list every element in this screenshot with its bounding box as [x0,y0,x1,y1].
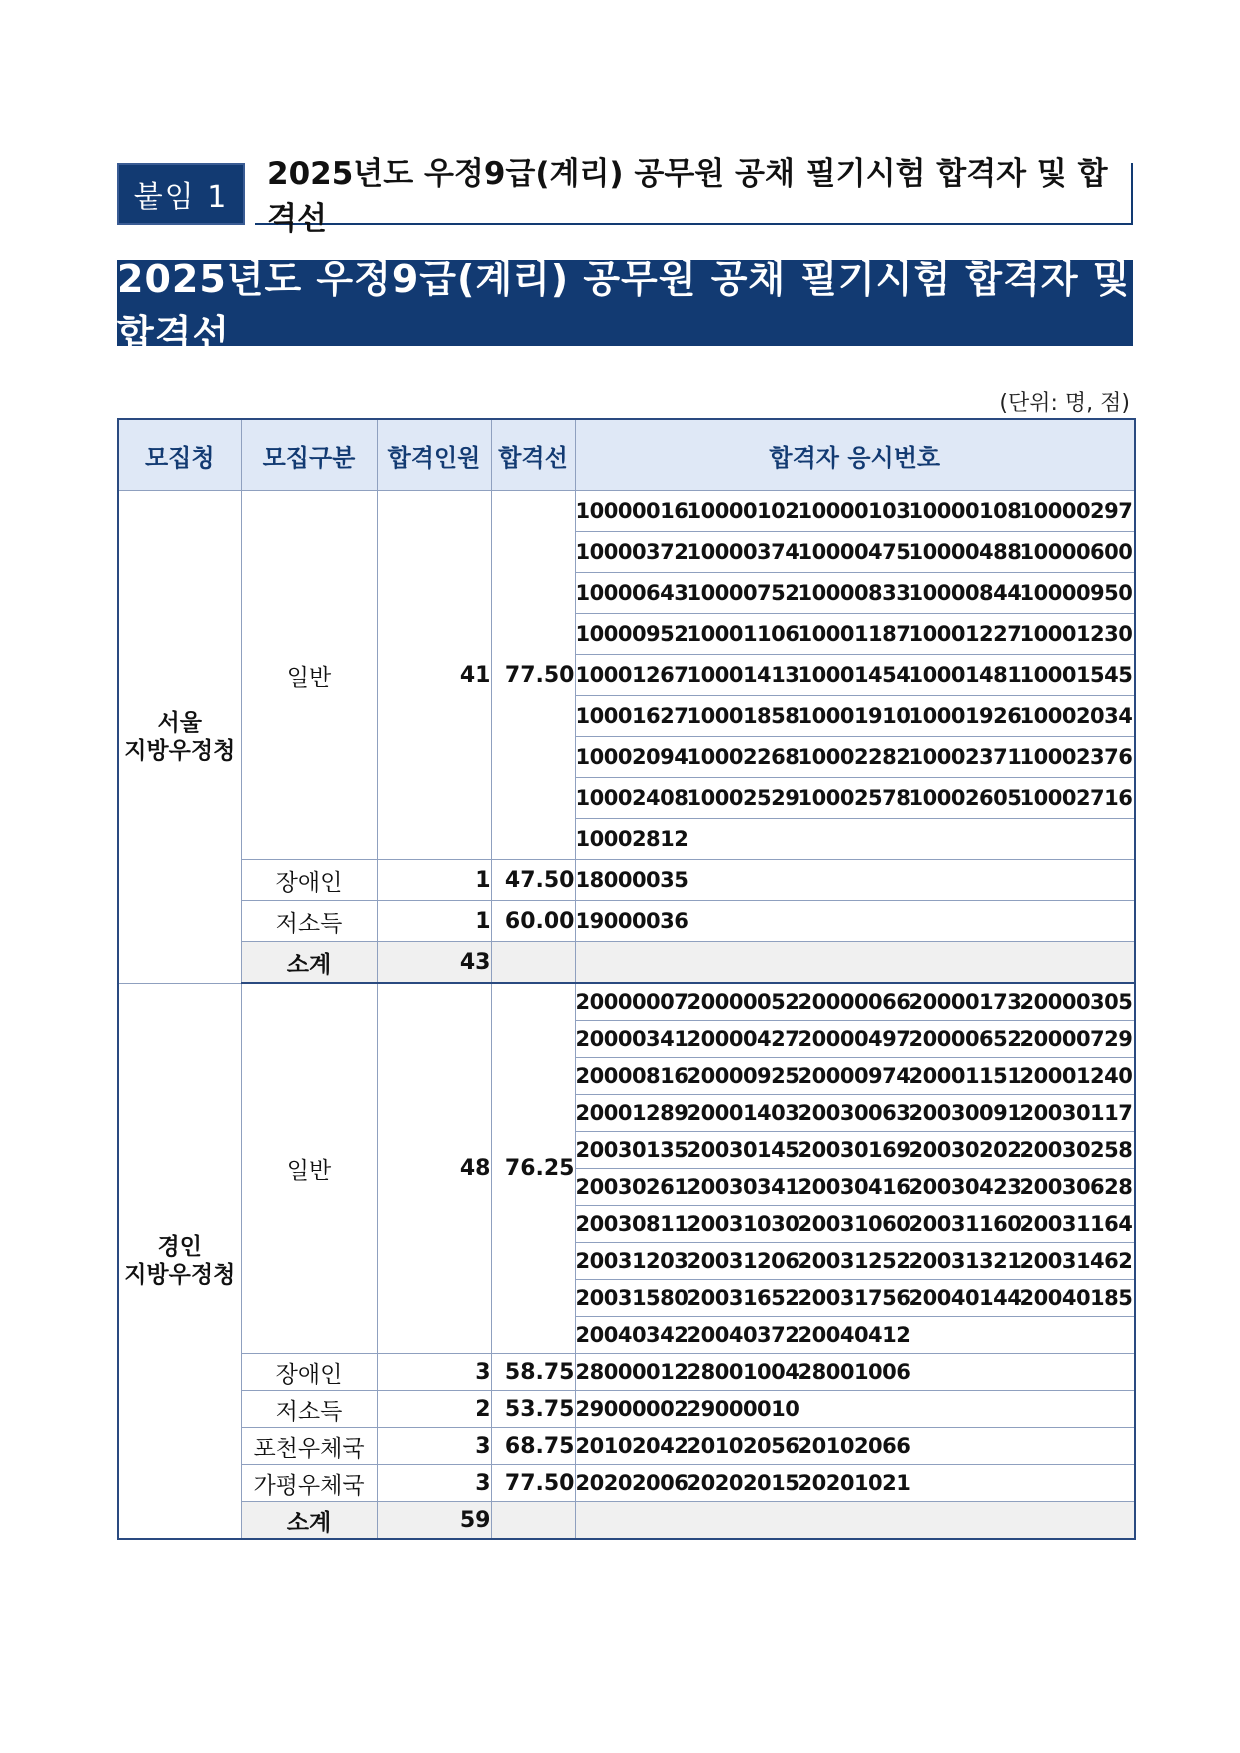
id-value: 10000108 [908,499,1022,523]
header-ids: 합격자 응시번호 [575,419,1135,491]
cutoff-cell: 60.00 [491,901,575,942]
office-cell-seoul [118,491,241,984]
id-value: 20102066 [797,1434,911,1458]
id-value: 10000374 [686,540,800,564]
id-value: 10002812 [575,827,689,851]
count-cell: 1 [377,860,491,901]
id-value: 20001240 [1019,1064,1133,1088]
id-value: 20030063 [797,1101,911,1125]
id-value: 10001858 [686,704,800,728]
id-value: 10001481 [908,663,1022,687]
id-value: 20202015 [686,1471,800,1495]
id-value: 10001230 [1019,622,1133,646]
category-cell: 저소득 [241,1391,377,1428]
id-value: 20202006 [575,1471,689,1495]
cutoff-cell: 68.75 [491,1428,575,1465]
category-cell: 가평우체국 [241,1465,377,1502]
empty-cell [491,942,575,984]
table-row [118,983,1135,1021]
id-value: 10002716 [1019,786,1133,810]
cutoff-cell: 53.75 [491,1391,575,1428]
id-value: 10002376 [1019,745,1133,769]
ids-cell [575,1428,1135,1465]
id-value: 10002529 [686,786,800,810]
category-cell: 포천우체국 [241,1428,377,1465]
ids-cell [575,1354,1135,1391]
ids-cell [575,860,1135,901]
id-value: 20030811 [575,1212,689,1236]
id-value: 10000752 [686,581,800,605]
subtotal-row [118,1502,1135,1540]
count-cell: 3 [377,1354,491,1391]
id-value: 10000600 [1019,540,1133,564]
id-value: 10000016 [575,499,689,523]
id-value: 20040372 [686,1323,800,1347]
id-value: 20030169 [797,1138,911,1162]
id-value: 10000475 [797,540,911,564]
id-value: 20031206 [686,1249,800,1273]
table-row [118,1465,1135,1502]
id-value: 20000652 [908,1027,1022,1051]
id-value: 10002371 [908,745,1022,769]
id-value: 20030261 [575,1175,689,1199]
id-value: 20102056 [686,1434,800,1458]
id-value: 20000925 [686,1064,800,1088]
id-value: 20000816 [575,1064,689,1088]
attachment-header [117,156,1133,237]
cutoff-cell: 77.50 [491,1465,575,1502]
id-value: 20000173 [908,990,1022,1014]
attachment-title: 2025년도 우정9급(계리) 공무원 공채 필기시험 합격자 및 합격선 [255,163,1133,225]
id-value: 20030341 [686,1175,800,1199]
office-name-line: 지방우정청 [124,1261,236,1288]
id-value: 20030202 [908,1138,1022,1162]
id-value: 20031652 [686,1286,800,1310]
id-value: 20000341 [575,1027,689,1051]
id-value: 20040412 [797,1323,911,1347]
header-category: 모집구분 [241,419,377,491]
ids-cell [575,696,1135,737]
id-value: 10000833 [797,581,911,605]
ids-cell [575,1243,1135,1280]
id-value: 20030628 [1019,1175,1133,1199]
category-cell: 장애인 [241,1354,377,1391]
id-value: 20031321 [908,1249,1022,1273]
id-value: 28001006 [797,1360,911,1384]
id-value: 20040185 [1019,1286,1133,1310]
id-value: 20000052 [686,990,800,1014]
ids-cell [575,901,1135,942]
ids-cell [575,1021,1135,1058]
results-table [117,418,1136,1540]
count-cell: 1 [377,901,491,942]
category-cell: 저소득 [241,901,377,942]
document-title-banner: 2025년도 우정9급(계리) 공무원 공채 필기시험 합격자 및 합격선 [117,260,1133,346]
ids-cell [575,819,1135,860]
table-header-row [118,419,1135,491]
id-value: 20000427 [686,1027,800,1051]
table-row [118,860,1135,901]
id-value: 10000372 [575,540,689,564]
id-value: 20040144 [908,1286,1022,1310]
count-cell: 2 [377,1391,491,1428]
id-value: 20040342 [575,1323,689,1347]
count-cell: 48 [377,983,491,1354]
ids-cell [575,655,1135,696]
ids-cell [575,532,1135,573]
ids-cell [575,1132,1135,1169]
table-row [118,491,1135,532]
empty-cell [575,1502,1135,1540]
header-count: 합격인원 [377,419,491,491]
id-value: 10002605 [908,786,1022,810]
office-name-line: 경인 [157,1233,202,1260]
id-value: 20030117 [1019,1101,1133,1125]
id-value: 10001187 [797,622,911,646]
cutoff-cell: 77.50 [491,491,575,860]
id-value: 20030091 [908,1101,1022,1125]
subtotal-label: 소계 [241,942,377,984]
category-cell: 일반 [241,983,377,1354]
ids-cell [575,491,1135,532]
cutoff-cell: 76.25 [491,983,575,1354]
count-cell: 3 [377,1465,491,1502]
ids-cell [575,1206,1135,1243]
id-value: 10002034 [1019,704,1133,728]
id-value: 10001545 [1019,663,1133,687]
cutoff-cell: 47.50 [491,860,575,901]
id-value: 10001267 [575,663,689,687]
gyeongin-section [118,983,1135,1539]
id-value: 10001227 [908,622,1022,646]
ids-cell [575,1391,1135,1428]
id-value: 10000103 [797,499,911,523]
id-value: 20031756 [797,1286,911,1310]
subtotal-label: 소계 [241,1502,377,1540]
ids-cell [575,983,1135,1021]
empty-cell [575,942,1135,984]
id-value: 28001004 [686,1360,800,1384]
id-value: 20000497 [797,1027,911,1051]
unit-note: (단위: 명, 점) [999,391,1130,416]
id-value: 10001627 [575,704,689,728]
category-cell: 장애인 [241,860,377,901]
ids-cell [575,1465,1135,1502]
id-value: 10000952 [575,622,689,646]
office-name-line: 지방우정청 [124,737,236,764]
subtotal-count: 43 [377,942,491,984]
category-cell: 일반 [241,491,377,860]
count-cell: 41 [377,491,491,860]
id-value: 18000035 [575,868,689,892]
id-value: 20000066 [797,990,911,1014]
id-value: 20030258 [1019,1138,1133,1162]
id-value: 10000643 [575,581,689,605]
id-value: 20000974 [797,1064,911,1088]
ids-cell [575,573,1135,614]
id-value: 20031060 [797,1212,911,1236]
id-value: 10002268 [686,745,800,769]
id-value: 20102042 [575,1434,689,1458]
id-value: 20001403 [686,1101,800,1125]
id-value: 20031462 [1019,1249,1133,1273]
office-name-line: 서울 [157,709,202,736]
id-value: 20031030 [686,1212,800,1236]
subtotal-count: 59 [377,1502,491,1540]
id-value: 10002578 [797,786,911,810]
id-value: 10001910 [797,704,911,728]
id-value: 20031164 [1019,1212,1133,1236]
id-value: 10000488 [908,540,1022,564]
id-value: 20031203 [575,1249,689,1273]
ids-cell [575,1317,1135,1354]
id-value: 10001454 [797,663,911,687]
id-value: 20000729 [1019,1027,1133,1051]
ids-cell [575,737,1135,778]
table-row [118,901,1135,942]
id-value: 20001151 [908,1064,1022,1088]
id-value: 20030416 [797,1175,911,1199]
ids-cell [575,778,1135,819]
table-row [118,1354,1135,1391]
header-cutoff: 합격선 [491,419,575,491]
count-cell: 3 [377,1428,491,1465]
subtotal-row [118,942,1135,984]
id-value: 20030423 [908,1175,1022,1199]
id-value: 29000002 [575,1397,689,1421]
id-value: 10000102 [686,499,800,523]
ids-cell [575,1095,1135,1132]
id-value: 10002408 [575,786,689,810]
id-value: 20000305 [1019,990,1133,1014]
id-value: 20000007 [575,990,689,1014]
id-value: 20201021 [797,1471,911,1495]
id-value: 19000036 [575,909,689,933]
ids-cell [575,1280,1135,1317]
seoul-section [118,491,1135,984]
table-row [118,1391,1135,1428]
attachment-badge: 붙임 1 [117,163,245,225]
id-value: 10001106 [686,622,800,646]
id-value: 28000012 [575,1360,689,1384]
ids-cell [575,1058,1135,1095]
id-value: 29000010 [686,1397,800,1421]
id-value: 10000950 [1019,581,1133,605]
ids-cell [575,614,1135,655]
id-value: 20030135 [575,1138,689,1162]
id-value: 20031580 [575,1286,689,1310]
id-value: 20030145 [686,1138,800,1162]
id-value: 10000844 [908,581,1022,605]
id-value: 20031160 [908,1212,1022,1236]
id-value: 10001926 [908,704,1022,728]
id-value: 20001289 [575,1101,689,1125]
cutoff-cell: 58.75 [491,1354,575,1391]
id-value: 20031252 [797,1249,911,1273]
table-row [118,1428,1135,1465]
office-cell-gyeongin [118,983,241,1539]
id-value: 10002282 [797,745,911,769]
id-value: 10001413 [686,663,800,687]
header-office: 모집청 [118,419,241,491]
id-value: 10002094 [575,745,689,769]
empty-cell [491,1502,575,1540]
id-value: 10000297 [1019,499,1133,523]
ids-cell [575,1169,1135,1206]
